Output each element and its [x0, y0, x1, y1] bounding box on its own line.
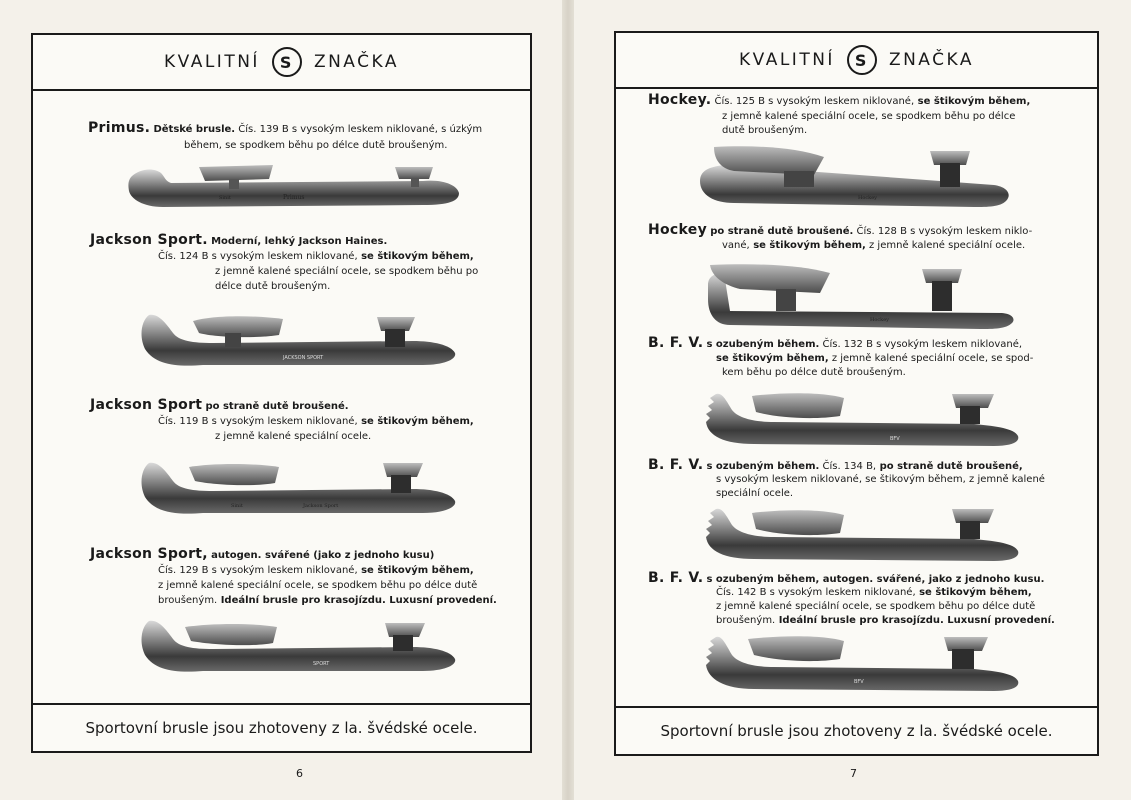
product-spec: vané, — [722, 240, 750, 251]
product-subtitle: s ozubeným během, autogen. svářené, jako z jednoho kusu. — [706, 574, 1045, 585]
product-description-line: s vysokým leskem niklované, se štikovým během, z jemně kalené — [716, 474, 1045, 485]
blade-brand-mark: Sinit — [231, 503, 243, 509]
blade-engraving: Hockey — [858, 195, 877, 201]
product-spec-tail: broušeným. — [158, 595, 218, 606]
product-description — [88, 121, 508, 137]
product-name: Hockey. — [648, 92, 712, 108]
skate-blade-illustration — [133, 307, 463, 379]
skate-blade-illustration — [700, 259, 1020, 331]
skate-blade-illustration — [694, 141, 1014, 213]
product-description — [648, 93, 1068, 109]
product-spec-tail: z jemně kalené speciální ocele. — [865, 240, 1026, 251]
product-description — [90, 233, 510, 249]
product-description-line: z jemně kalené speciální ocele. — [215, 431, 372, 442]
product-description — [90, 547, 510, 563]
product-feature: se štikovým během, — [915, 587, 1032, 598]
product-description-line: dutě broušeným. — [722, 125, 808, 136]
product-feature: Ideální brusle pro krasojízdu. Luxusní provedení. — [775, 615, 1055, 626]
skate-blade-illustration — [133, 615, 463, 683]
blade-brand-mark: Sinit — [219, 195, 231, 201]
product-spec: Čís. 128 B s vysokým leskem niklo- — [853, 226, 1033, 237]
product-feature: Ideální brusle pro krasojízdu. Luxusní provedení. — [217, 595, 497, 606]
product-description-line — [716, 352, 1066, 366]
blade-engraving: Hockey — [870, 317, 889, 323]
left-page — [0, 0, 562, 800]
product-name: Jackson Sport. — [90, 232, 208, 248]
product-name: Jackson Sport — [90, 397, 203, 413]
skate-blade-illustration — [694, 388, 1024, 454]
product-name: B. F. V. — [648, 570, 704, 586]
product-spec: z jemně kalené speciální ocele, se spod- — [828, 353, 1034, 364]
product-name: Jackson Sport, — [90, 546, 208, 562]
product-description-line: z jemně kalené speciální ocele, se spodkem běhu po — [215, 266, 479, 277]
product-description-line: z jemně kalené speciální ocele, se spodkem běhu po délce dutě — [716, 601, 1036, 612]
skate-blade-illustration — [694, 629, 1024, 699]
page-number: 6 — [296, 767, 303, 780]
blade-engraving: Jackson Sport — [303, 503, 339, 509]
right-page-footer: Sportovní brusle jsou zhotoveny z la. švédské ocele. — [616, 706, 1097, 754]
blade-engraving: SPORT — [313, 661, 330, 667]
product-spec: Čís. 139 B s vysokým leskem niklované, s úzkým — [235, 124, 483, 135]
product-description-line — [722, 239, 1067, 253]
product-description-line — [158, 564, 503, 578]
product-description-line: z jemně kalené speciální ocele, se spodkem běhu po délce — [722, 111, 1016, 122]
product-subtitle: autogen. svářené (jako z jednoho kusu) — [211, 550, 435, 561]
product-description-line: speciální ocele. — [716, 488, 794, 499]
product-subtitle: s ozubeným během. — [706, 339, 820, 350]
brand-logo-icon: S — [847, 45, 877, 75]
product-spec: Čís. 142 B s vysokým leskem niklované, — [716, 587, 916, 598]
brand-logo-icon: S — [272, 47, 302, 77]
header-word-kvalitni: KVALITNÍ — [739, 50, 835, 70]
product-feature: se štikovým během, — [914, 96, 1031, 107]
product-spec: Čís. 132 B s vysokým leskem niklované, — [819, 339, 1023, 350]
skate-blade-illustration — [123, 159, 463, 211]
product-name: Hockey — [648, 222, 707, 238]
product-spec: Čís. 125 B s vysokým leskem niklované, — [714, 96, 915, 107]
left-page-frame — [31, 33, 532, 753]
page-number: 7 — [850, 767, 857, 780]
product-spec: Čís. 129 B s vysokým leskem niklované, — [158, 565, 358, 576]
product-description — [648, 458, 1068, 474]
blade-engraving: BFV — [890, 436, 900, 442]
blade-engraving: BFV — [854, 679, 864, 685]
product-feature: se štikovým během, — [357, 565, 474, 576]
product-description — [648, 571, 1078, 587]
product-description-line — [158, 594, 518, 608]
right-page-header — [616, 33, 1097, 89]
product-description — [648, 223, 1068, 239]
product-description-line — [716, 586, 1066, 600]
product-spec: Čís. 119 B s vysokým leskem niklované, — [158, 416, 358, 427]
product-subtitle: po straně dutě broušené. — [205, 401, 349, 412]
product-subtitle: Dětské brusle. — [153, 124, 236, 135]
blade-engraving: Primus — [283, 194, 305, 201]
product-spec-tail: broušeným. — [716, 615, 776, 626]
left-page-footer: Sportovní brusle jsou zhotoveny z la. švédské ocele. — [33, 703, 530, 751]
product-name: B. F. V. — [648, 335, 704, 351]
product-spec: Čís. 124 B s vysokým leskem niklované, — [158, 251, 358, 262]
header-word-znacka: ZNAČKA — [888, 50, 974, 70]
skate-blade-illustration — [694, 503, 1024, 569]
product-feature: se štikovým během, — [357, 416, 474, 427]
product-description — [90, 398, 510, 414]
product-subtitle: po straně dutě broušené. — [710, 226, 854, 237]
product-spec: Čís. 134 B, — [819, 461, 877, 472]
header-word-kvalitni: KVALITNÍ — [164, 52, 260, 72]
skate-blade-illustration — [133, 457, 463, 525]
left-page-header — [33, 35, 530, 91]
product-description-line — [158, 415, 503, 429]
product-feature: se štikovým během, — [749, 240, 866, 251]
product-name: B. F. V. — [648, 457, 704, 473]
product-description-line: délce dutě broušeným. — [215, 281, 331, 292]
header-word-znacka: ZNAČKA — [313, 52, 399, 72]
product-description-line: během, se spodkem běhu po délce dutě broušeným. — [184, 140, 448, 151]
product-feature: se štikovým během, — [357, 251, 474, 262]
product-feature: se štikovým během, — [716, 353, 829, 364]
product-description-line — [716, 614, 1076, 628]
product-subtitle: s ozubeným během. — [706, 461, 820, 472]
product-feature: po straně dutě broušené, — [876, 461, 1023, 472]
product-description-line: kem běhu po délce dutě broušeným. — [722, 367, 906, 378]
right-page — [574, 0, 1131, 800]
product-description — [648, 336, 1068, 352]
blade-engraving: JACKSON SPORT — [283, 355, 324, 361]
right-page-frame — [614, 31, 1099, 756]
product-description-line: z jemně kalené speciální ocele, se spodkem běhu po délce dutě — [158, 580, 478, 591]
product-subtitle: Moderní, lehký Jackson Haines. — [211, 236, 388, 247]
product-name: Primus. — [88, 120, 151, 136]
product-description-line — [158, 250, 503, 264]
